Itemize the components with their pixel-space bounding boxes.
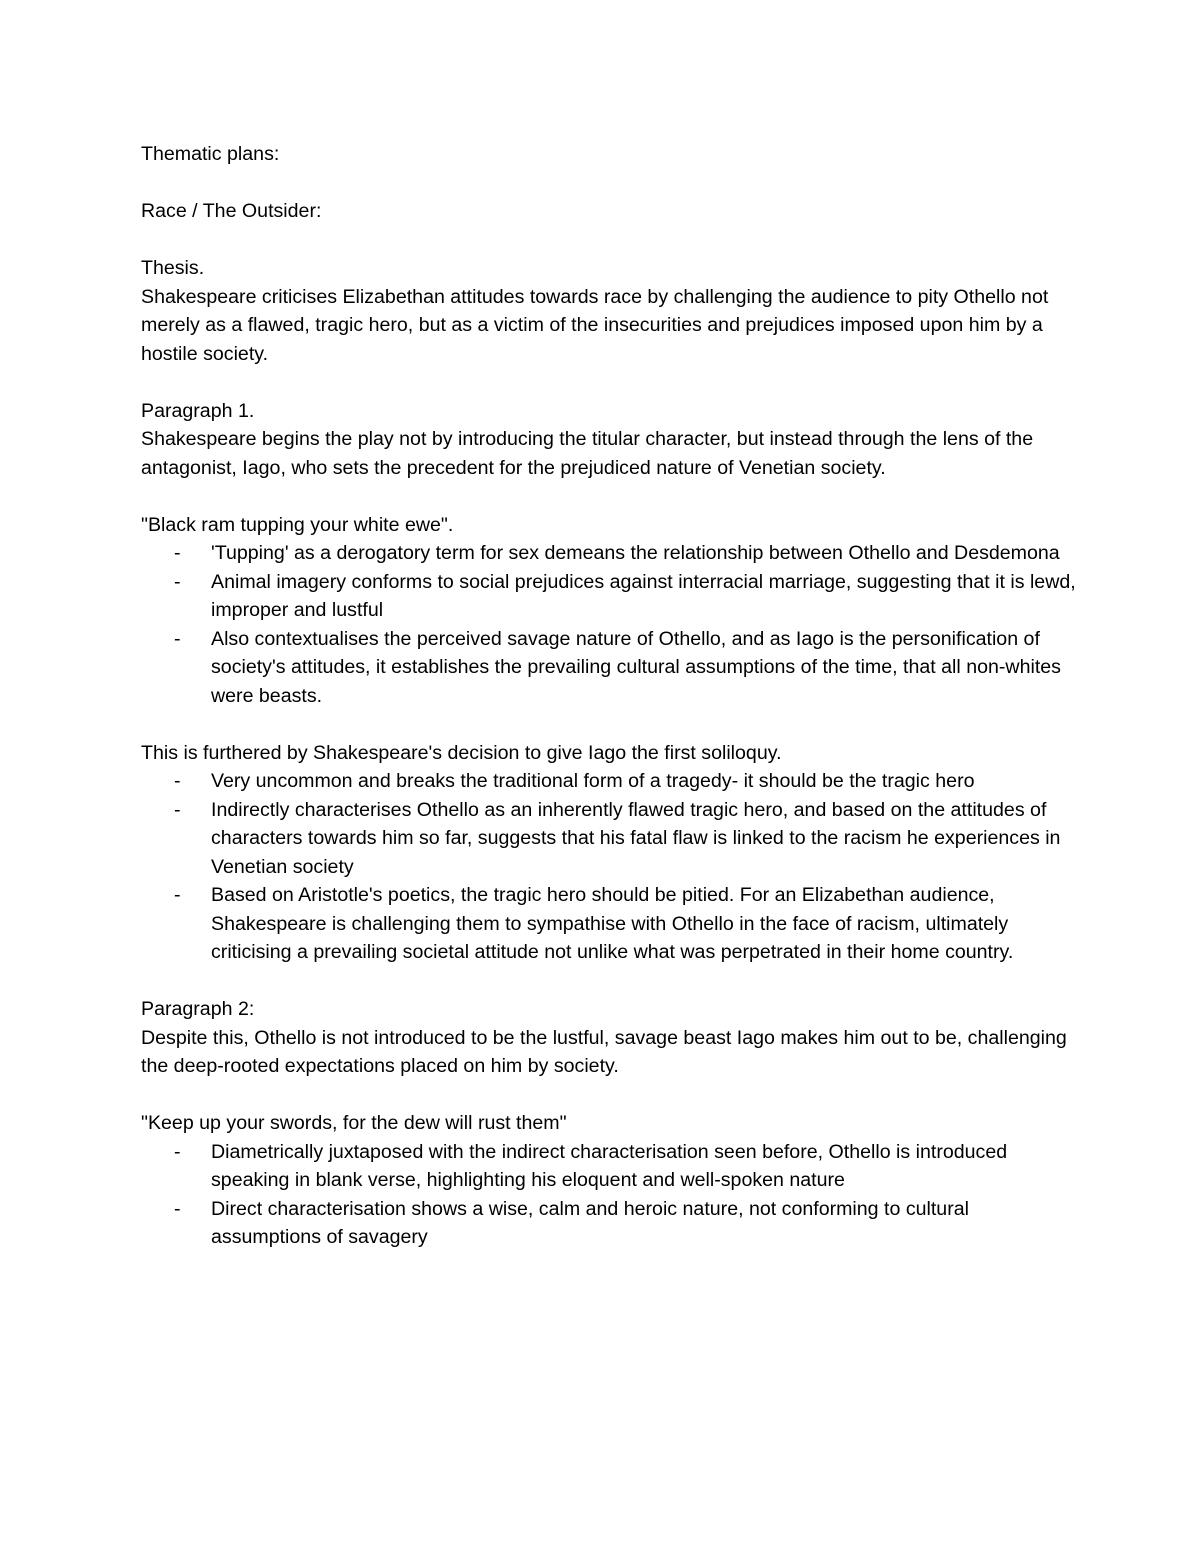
- paragraph-1-bullets-2: [141, 767, 1076, 967]
- spacer: [141, 482, 1076, 511]
- list-item: [141, 796, 1076, 882]
- dash-bullet: -: [174, 884, 181, 906]
- dash-bullet: -: [174, 770, 181, 792]
- list-item-text: Direct characterisation shows a wise, calm and heroic nature, not conforming to cultural assumptions of savagery: [211, 1197, 969, 1248]
- list-item-text: Diametrically juxtaposed with the indirect characterisation seen before, Othello is introduced speaking in blank verse, highlighting his eloquent and well-spoken nature: [211, 1140, 1008, 1191]
- dash-bullet: -: [174, 627, 181, 650]
- paragraph-1-quote: "Black ram tupping your white ewe".: [141, 513, 454, 536]
- thesis-label: Thesis.: [141, 257, 205, 279]
- list-item: [141, 767, 1076, 796]
- list-item: [141, 1138, 1076, 1195]
- dash-bullet: -: [174, 798, 181, 821]
- paragraph-2-bullets: [141, 1138, 1076, 1252]
- list-item: [141, 625, 1076, 711]
- paragraph-1-text: Shakespeare begins the play not by introducing the titular character, but instead through the lens of the antagonist, Iago, who sets the precedent for the prejudiced nature of Venetian society.: [141, 428, 1034, 479]
- spacer: [141, 1081, 1076, 1110]
- list-item-text: Animal imagery conforms to social prejudices against interracial marriage, suggesting that it is lewd, improper and lustful: [211, 570, 1076, 621]
- paragraph-2-text: Despite this, Othello is not introduced to be the lustful, savage beast Iago makes him out to be, challenging the deep-rooted expectations placed on him by society.: [141, 1026, 1067, 1077]
- dash-bullet: -: [174, 1197, 181, 1220]
- list-item-text: Indirectly characterises Othello as an inherently flawed tragic hero, and based on the attitudes of characters towards him so far, suggests that his fatal flaw is linked to the racism he experiences in Venetian society: [211, 798, 1061, 878]
- spacer: [141, 710, 1076, 739]
- list-item-text: Also contextualises the perceived savage nature of Othello, and as Iago is the personification of society's attitudes, it establishes the prevailing cultural assumptions of the time, that all non-whites were beasts.: [211, 627, 1061, 707]
- list-item: [141, 539, 1076, 568]
- paragraph-2-quote: "Keep up your swords, for the dew will rust them": [141, 1112, 567, 1134]
- spacer: [141, 967, 1076, 996]
- dash-bullet: -: [174, 570, 181, 593]
- document-page: [141, 140, 1076, 1252]
- list-item-text: Based on Aristotle's poetics, the tragic hero should be pitied. For an Elizabethan audience, Shakespeare is challenging them to sympathise with Othello in the face of racism, ultimately criticising a prevailing societal attitude not unlike what was perpetrated in their home country.: [211, 884, 1014, 963]
- list-item: [141, 1195, 1076, 1252]
- list-item: [141, 881, 1076, 967]
- paragraph-2-label: Paragraph 2:: [141, 998, 255, 1020]
- list-item-text: Very uncommon and breaks the traditional form of a tragedy- it should be the tragic hero: [211, 770, 975, 792]
- list-item: [141, 568, 1076, 625]
- paragraph-1-further: This is furthered by Shakespeare's decision to give Iago the first soliloquy.: [141, 741, 782, 764]
- document-title: Thematic plans:: [141, 143, 280, 165]
- list-item-text: 'Tupping' as a derogatory term for sex demeans the relationship between Othello and Desdemona: [211, 542, 1060, 564]
- dash-bullet: -: [174, 542, 181, 564]
- spacer: [141, 169, 1076, 198]
- paragraph-1-label: Paragraph 1.: [141, 399, 255, 422]
- dash-bullet: -: [174, 1140, 181, 1163]
- thesis-text: Shakespeare criticises Elizabethan attitudes towards race by challenging the audience to pity Othello not merely as a flawed, tragic hero, but as a victim of the insecurities and prejudices imposed upon him by a hostile society.: [141, 285, 1049, 365]
- spacer: [141, 368, 1076, 397]
- spacer: [141, 226, 1076, 255]
- paragraph-1-bullets: [141, 539, 1076, 710]
- section-heading: Race / The Outsider:: [141, 200, 322, 222]
